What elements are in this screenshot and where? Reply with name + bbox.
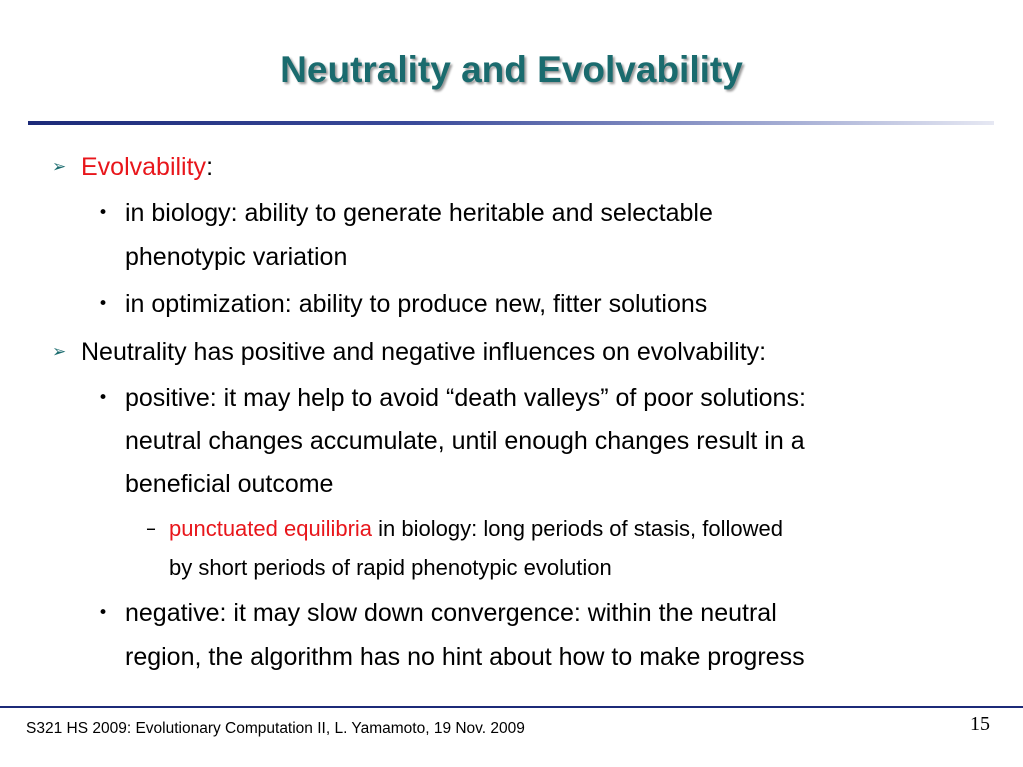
bullet-optimization: in optimization: ability to produce new, fitter solutions: [125, 290, 708, 318]
dot-bullet-icon: •: [98, 203, 109, 223]
bullet-negative-line-1: negative: it may slow down convergence: within the neutral: [125, 599, 777, 627]
dot-bullet-icon: •: [98, 603, 109, 623]
punctuated-rest: in biology: long periods of stasis, followed: [372, 516, 783, 541]
dash-bullet-icon: –: [146, 516, 156, 540]
bullet-positive-line-1: positive: it may help to avoid “death valleys” of poor solutions:: [125, 384, 806, 412]
footer-divider: [0, 706, 1023, 708]
page-number: 15: [970, 713, 990, 735]
term-evolvability: Evolvability: [81, 153, 207, 181]
bullet-evolvability: [81, 152, 213, 182]
bullet-neutrality: Neutrality has positive and negative influences on evolvability:: [81, 338, 767, 366]
footer-text: S321 HS 2009: Evolutionary Computation II, L. Yamamoto, 19 Nov. 2009: [26, 720, 525, 737]
slide-title: Neutrality and Evolvability: [280, 49, 743, 90]
term-punctuated-equilibria: punctuated equilibria: [169, 516, 373, 541]
bullet-biology-line-1: in biology: ability to generate heritable and selectable: [125, 199, 713, 227]
bullet-biology-line-2: phenotypic variation: [125, 243, 348, 271]
arrow-bullet-icon: ➢: [52, 157, 67, 177]
bullet-negative-line-2: region, the algorithm has no hint about how to make progress: [125, 643, 805, 671]
bullet-punctuated-line-1: [169, 515, 783, 543]
bullet-punctuated-line-2: by short periods of rapid phenotypic evolution: [169, 555, 612, 580]
dot-bullet-icon: •: [98, 388, 109, 408]
bullet-positive-line-3: beneficial outcome: [125, 470, 334, 498]
arrow-bullet-icon: ➢: [52, 342, 67, 362]
bullet-colon: :: [206, 153, 214, 181]
dot-bullet-icon: •: [98, 294, 109, 314]
bullet-positive-line-2: neutral changes accumulate, until enough changes result in a: [125, 427, 805, 455]
